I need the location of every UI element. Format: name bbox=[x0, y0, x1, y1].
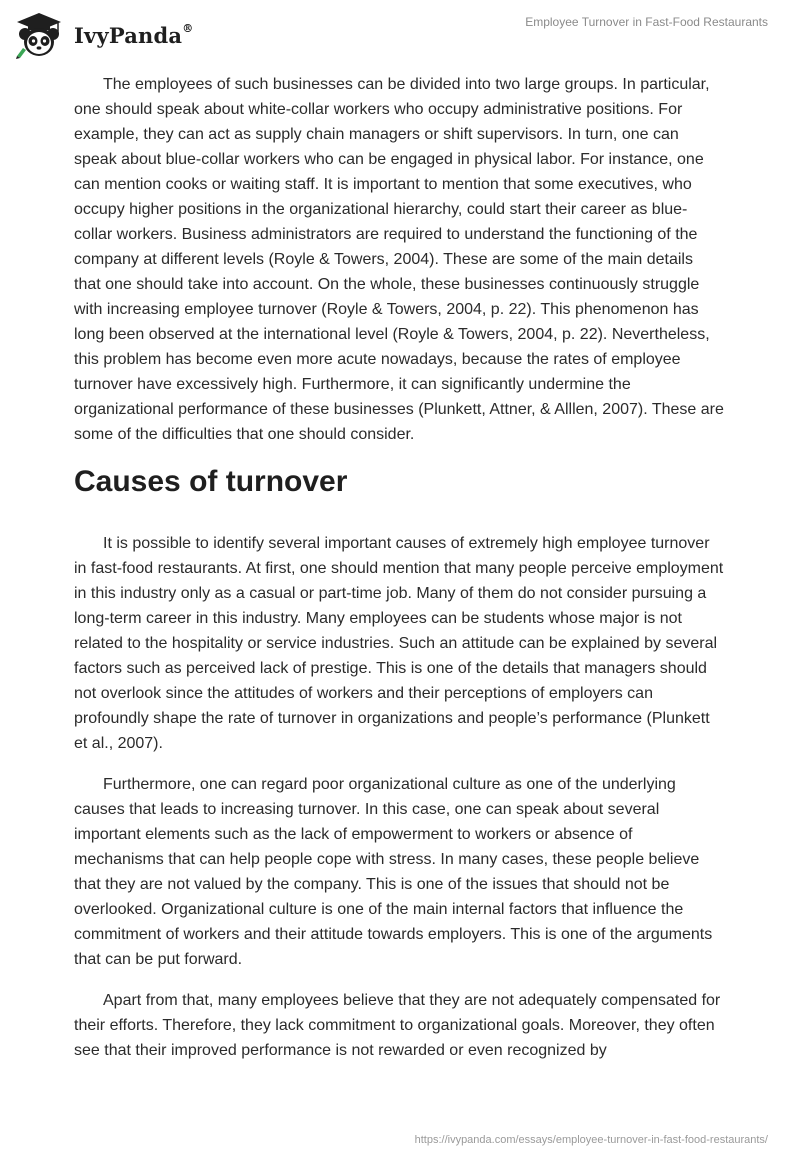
paragraph: Apart from that, many employees believe that they are not adequately compensated for their efforts. Therefore, they lack commitment to organizational goals. Moreover, they often see that their improved performance is not rewarded or even recognized by bbox=[74, 992, 721, 1059]
page-header bbox=[0, 0, 800, 68]
brand-logo[interactable] bbox=[14, 10, 193, 60]
paragraph-intro: The employees of such businesses can be divided into two large groups. In particular, one should speak about white-collar workers who occupy administrative positions. For example, they can act as supply chain managers or shift supervisors. In turn, one can speak about blue-collar workers who can be engaged in physical labor. For instance, one can mention cooks or waiting staff. It is important to mention that some executives, who occupy higher positions in the organizational hierarchy, could start their career as blue-collar workers. Business administrators are required to understand the functioning of the company at different levels (Royle & Towers, 2004). These are some of the main details that one should take into account. On the whole, these businesses continuously struggle with increasing employee turnover (Royle & Towers, 2004, p. 22). This phenomenon has long been observed at the international level (Royle & Towers, 2004, p. 22). Nevertheless, this problem has become even more acute nowadays, because the rates of employee turnover have excessively high. Furthermore, it can significantly undermine the organizational performance of these businesses (Plunkett, Attner, & Alllen, 2007). These are some of the difficulties that one should consider. bbox=[74, 76, 724, 443]
paragraph: Furthermore, one can regard poor organizational culture as one of the underlying causes that leads to increasing turnover. In this case, one can speak about several important elements such as the lack of empowerment to workers or absence of mechanisms that can help people cope with stress. In many cases, these people believe that they are not valued by the company. This is one of the issues that should not be overlooked. Organizational culture is one of the main internal factors that influence the commitment of workers and their attitude towards employers. This is one of the arguments that can be put forward. bbox=[74, 776, 713, 968]
running-title: Employee Turnover in Fast-Food Restaurants bbox=[525, 15, 768, 29]
section-heading: Causes of turnover bbox=[74, 465, 348, 498]
panda-graduate-icon bbox=[14, 10, 64, 60]
source-url[interactable]: https://ivypanda.com/essays/employee-turnover-in-fast-food-restaurants/ bbox=[414, 1134, 768, 1146]
article-body bbox=[74, 72, 724, 1079]
paragraph: It is possible to identify several important causes of extremely high employee turnover in fast-food restaurants. At first, one should mention that many people perceive employment in this industry only as a casual or part-time job. Many of them do not consider pursuing a long-term career in this industry. Many employees can be students whose major is not related to the hospitality or service industries. Such an attitude can be explained by several factors such as perceived lack of prestige. This is one of the details that managers should not overlook since the attitudes of workers and their perceptions of employers can profoundly shape the rate of turnover in organizations and people’s performance (Plunkett et al., 2007). bbox=[74, 535, 724, 752]
brand-name: IvyPanda® bbox=[74, 21, 194, 48]
